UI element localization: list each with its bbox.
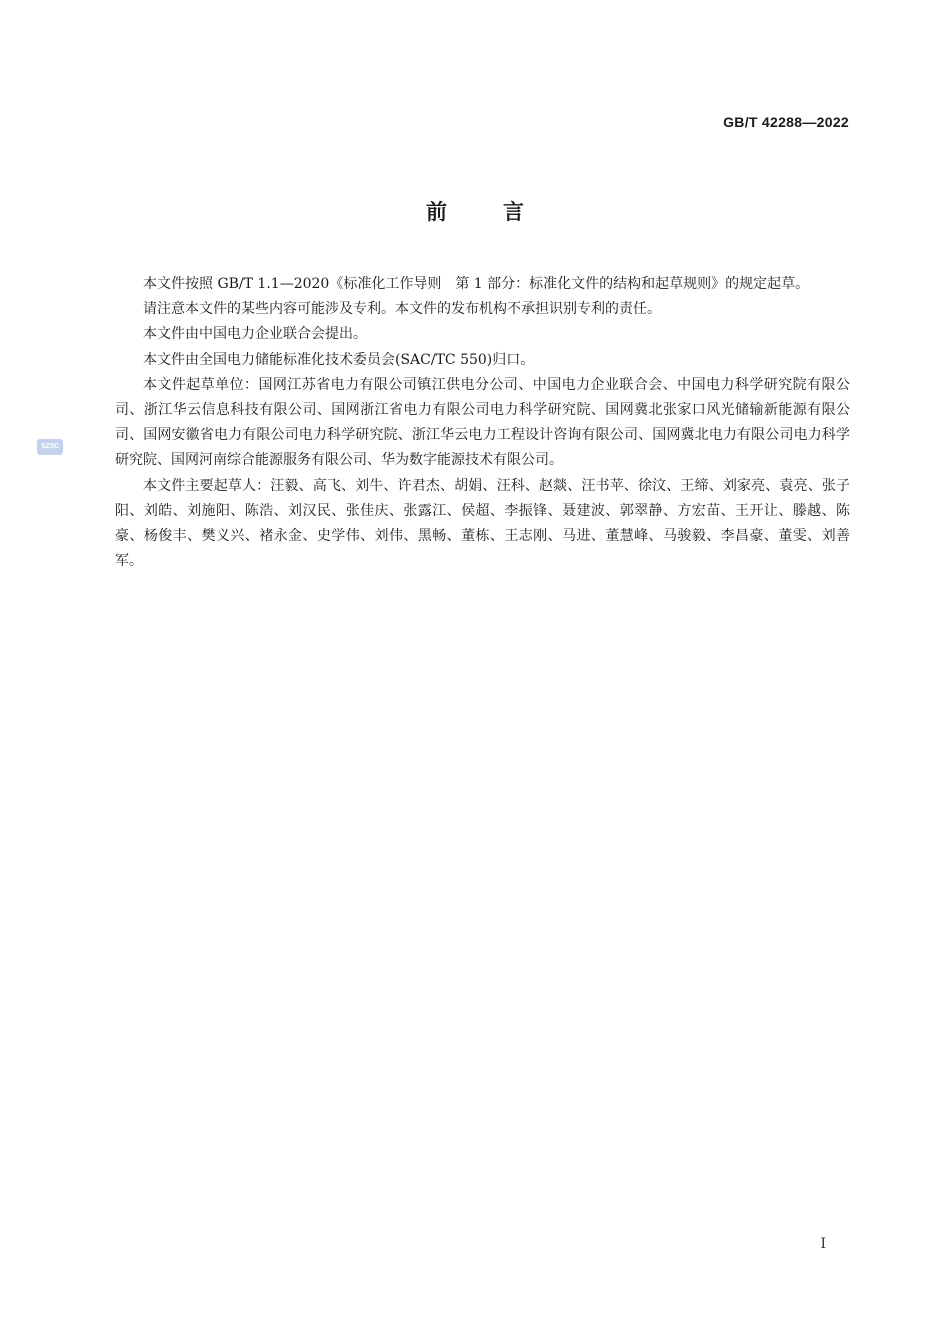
paragraph-drafters: 本文件主要起草人：汪毅、高飞、刘牛、许君杰、胡娟、汪科、赵燚、汪书苹、徐汶、王缔、刘家亮、袁亮、张子阳、刘皓、刘施阳、陈浩、刘汉民、张佳庆、张露江、侯超、李振锋、聂建波、郭翠静、方宏苗、王开让、滕越、陈豪、杨俊丰、樊义兴、褚永金、史学伟、刘伟、黑畅、董栋、王志刚、马进、董慧峰、马骏毅、李昌豪、董雯、刘善军。 xyxy=(115,477,850,570)
paragraph-drafting-rules: 本文件按照 GB/T 1.1—2020《标准化工作导则 第 1 部分：标准化文件的结构和起草规则》的规定起草。 xyxy=(143,276,810,292)
watermark-logo: SZSC xyxy=(37,439,63,455)
standard-number: GB/T 42288—2022 xyxy=(723,114,849,130)
paragraph-drafting-units: 本文件起草单位：国网江苏省电力有限公司镇江供电分公司、中国电力企业联合会、中国电力科学研究院有限公司、浙江华云信息科技有限公司、国网浙江省电力有限公司电力科学研究院、国网冀北张家口风光储输新能源有限公司、国网安徽省电力有限公司电力科学研究院、浙江华云电力工程设计咨询有限公司、国网冀北电力有限公司电力科学研究院、国网河南综合能源服务有限公司、华为数字能源技术有限公司。 xyxy=(115,376,850,469)
paragraph-patent-notice: 请注意本文件的某些内容可能涉及专利。本文件的发布机构不承担识别专利的责任。 xyxy=(143,301,661,318)
page-number: I xyxy=(820,1236,826,1252)
paragraph-proposer: 本文件由中国电力企业联合会提出。 xyxy=(143,326,367,343)
page-title: 前言 xyxy=(426,200,580,224)
foreword-body xyxy=(115,272,850,574)
paragraph-centralized-unit: 本文件由全国电力储能标准化技术委员会(SAC/TC 550)归口。 xyxy=(143,351,535,368)
